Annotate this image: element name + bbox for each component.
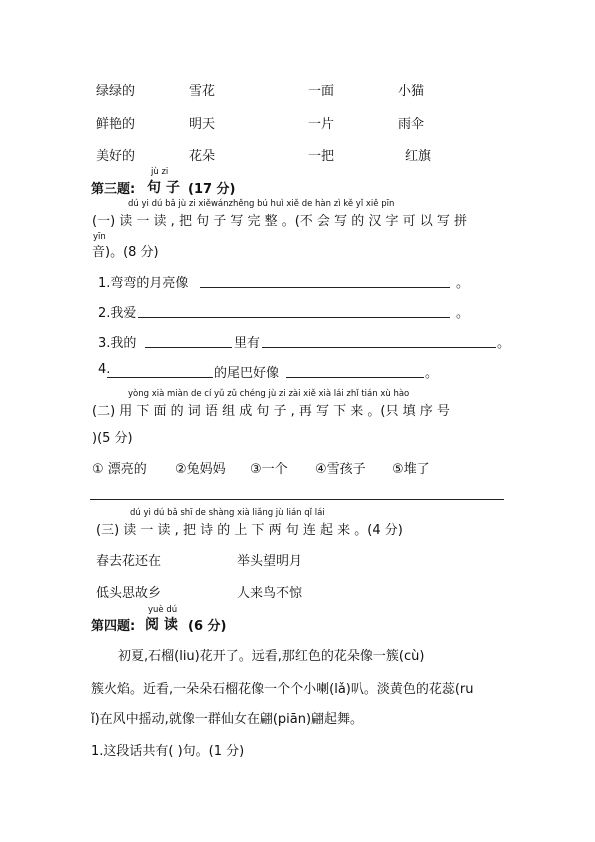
answer-blank[interactable] — [138, 317, 450, 318]
instruction-text: 音)。(8 分) — [92, 245, 159, 260]
instruction-pinyin: dú yi dú bǎ shī de shàng xià liǎng jù lián qǐ lái — [130, 508, 325, 518]
word-cell: 美好的 — [96, 149, 136, 164]
title-pinyin: jù zi — [151, 167, 169, 177]
poem-line-left[interactable]: 低头思故乡 — [96, 586, 162, 601]
question-text: 2.我爱 — [98, 306, 137, 321]
section-title-word: 句 子 — [147, 180, 180, 196]
option-item: ④雪孩子 — [315, 462, 366, 477]
instruction-pinyin: yīn — [93, 232, 106, 242]
word-cell: 雨伞 — [398, 117, 425, 132]
answer-blank[interactable] — [145, 347, 232, 348]
answer-blank[interactable] — [200, 287, 450, 288]
option-item: ②兔妈妈 — [175, 462, 226, 477]
section-title-points: (17 分) — [188, 182, 236, 197]
reading-question-1: 1.这段话共有( )句。(1 分) — [91, 744, 245, 759]
question-text: 的尾巴好像 — [214, 366, 280, 381]
poem-line-right[interactable]: 举头望明月 — [237, 554, 303, 569]
poem-line-left[interactable]: 春去花还在 — [96, 554, 162, 569]
word-cell: 鲜艳的 — [96, 117, 136, 132]
section-title-word: 阅 读 — [145, 617, 178, 633]
answer-blank[interactable] — [286, 377, 424, 378]
word-cell: 小猫 — [398, 84, 425, 99]
passage-line: 簇火焰。近看,一朵朵石榴花像一个个小喇(lǎ)叭。淡黄色的花蕊(ru — [91, 682, 474, 697]
word-cell: 红旗 — [405, 149, 432, 164]
question-text: 里有 — [234, 336, 261, 351]
section-title-points: (6 分) — [188, 619, 227, 634]
word-cell: 一面 — [308, 84, 335, 99]
option-item: ⑤堆了 — [392, 462, 430, 477]
poem-line-right[interactable]: 人来鸟不惊 — [237, 586, 303, 601]
section-title-prefix: 第四题: — [91, 619, 136, 634]
instruction-text: (一) 读 一 读 , 把 句 子 写 完 整 。(不 会 写 的 汉 字 可 以 写 拼 — [92, 214, 467, 229]
passage-line: 初夏,石榴(liu)花开了。远看,那红色的花朵像一簇(cù) — [118, 649, 425, 664]
answer-blank[interactable] — [107, 377, 213, 378]
question-end: 。 — [497, 336, 511, 351]
word-cell: 一片 — [308, 117, 335, 132]
question-text: 1.弯弯的月亮像 — [98, 276, 189, 291]
option-item: ③一个 — [250, 462, 288, 477]
instruction-text: )(5 分) — [92, 431, 133, 446]
answer-blank[interactable] — [90, 499, 504, 500]
word-cell: 绿绿的 — [96, 84, 136, 99]
passage-line: ǐ)在风中摇动,就像一群仙女在翩(piān)翩起舞。 — [91, 712, 364, 727]
word-cell: 一把 — [308, 149, 335, 164]
instruction-pinyin: yòng xià miàn de cí yǔ zǔ chéng jù zi zài xiě xià lái zhǐ tián xù hào — [128, 389, 410, 399]
question-text: 3.我的 — [98, 336, 137, 351]
option-item: ① 漂亮的 — [92, 462, 147, 477]
question-end: 。 — [456, 276, 470, 291]
answer-blank[interactable] — [262, 347, 496, 348]
instruction-text: (三) 读 一 读 , 把 诗 的 上 下 两 句 连 起 来 。(4 分) — [96, 523, 403, 538]
instruction-pinyin: dú yi dú bǎ jù zi xiěwánzhěng bú huì xiě de hàn zì kě yǐ xiě pīn — [128, 199, 395, 209]
question-text: 4. — [98, 362, 111, 377]
word-cell: 雪花 — [189, 84, 216, 99]
section-title-prefix: 第三题: — [91, 182, 136, 197]
instruction-text: (二) 用 下 面 的 词 语 组 成 句 子 , 再 写 下 来 。(只 填 序 号 — [92, 404, 450, 419]
word-cell: 花朵 — [189, 149, 216, 164]
question-end: 。 — [425, 366, 439, 381]
word-cell: 明天 — [189, 117, 216, 132]
question-end: 。 — [456, 306, 470, 321]
title-pinyin: yuè dú — [148, 605, 178, 615]
